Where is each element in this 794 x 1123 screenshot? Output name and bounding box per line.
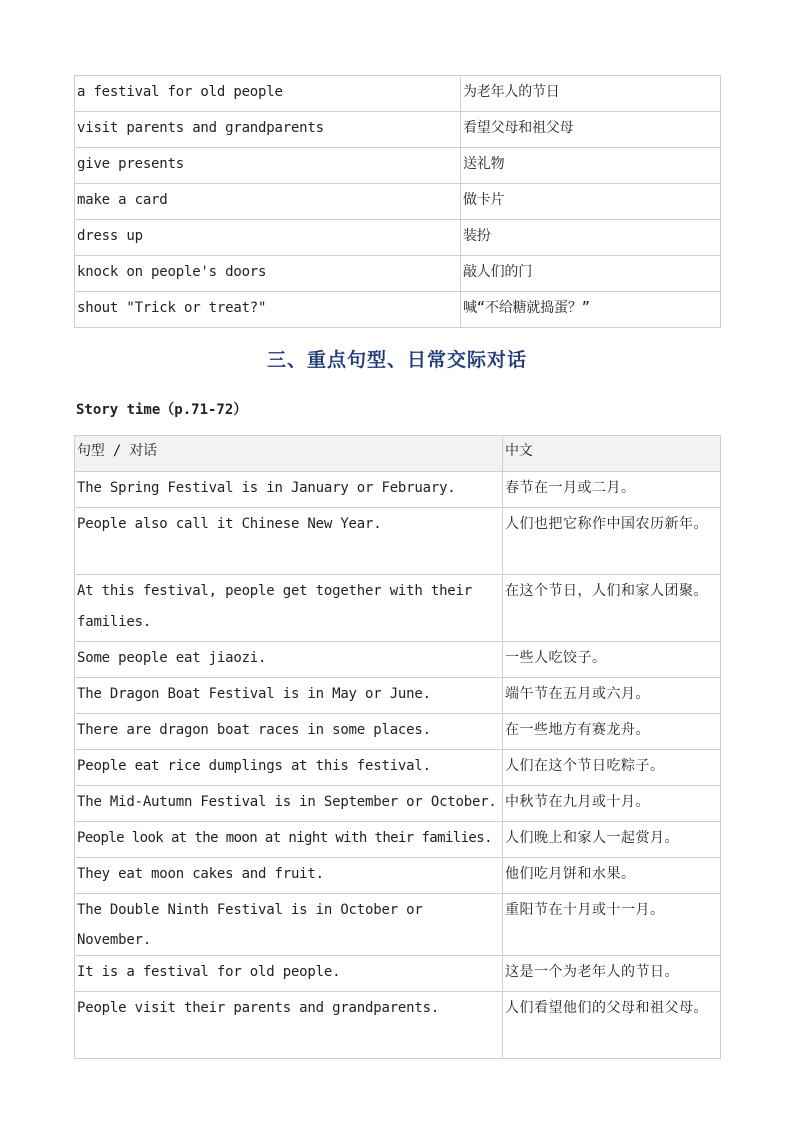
table-row	[75, 292, 721, 328]
table-row	[75, 786, 721, 822]
vocab-en: shout "Trick or treat?"	[75, 292, 461, 328]
table-row	[75, 112, 721, 148]
table-row	[75, 575, 721, 642]
sentence-cn: 端午节在五月或六月。	[503, 678, 721, 714]
sentence-cn: 春节在一月或二月。	[503, 472, 721, 508]
sentence-en: At this festival, people get together with their families.	[75, 575, 503, 642]
sentence-cn: 重阳节在十月或十一月。	[503, 894, 721, 956]
table-row	[75, 184, 721, 220]
vocab-cn: 做卡片	[461, 184, 721, 220]
table-row	[75, 508, 721, 575]
sentence-cn: 人们也把它称作中国农历新年。	[503, 508, 721, 575]
sentence-en: The Mid-Autumn Festival is in September or October.	[75, 786, 503, 822]
sentence-cn: 中秋节在九月或十月。	[503, 786, 721, 822]
sentence-en: It is a festival for old people.	[75, 956, 503, 992]
table-row	[75, 992, 721, 1059]
vocab-cn: 喊“不给糖就捣蛋？”	[461, 292, 721, 328]
table-row	[75, 472, 721, 508]
table-row	[75, 678, 721, 714]
sentence-en: Some people eat jiaozi.	[75, 642, 503, 678]
sentence-en: The Spring Festival is in January or February.	[75, 472, 503, 508]
subheading: Story time（p.71-72）	[76, 402, 248, 418]
table-row	[75, 220, 721, 256]
vocab-cn: 装扮	[461, 220, 721, 256]
table-row	[75, 714, 721, 750]
vocab-cn: 送礼物	[461, 148, 721, 184]
table-row	[75, 956, 721, 992]
section-heading: 三、重点句型、日常交际对话	[266, 349, 527, 371]
sentence-en: The Dragon Boat Festival is in May or June.	[75, 678, 503, 714]
sentence-cn: 人们看望他们的父母和祖父母。	[503, 992, 721, 1059]
sentence-cn: 人们晚上和家人一起赏月。	[503, 822, 721, 858]
sentence-cn: 在一些地方有赛龙舟。	[503, 714, 721, 750]
sentence-cn: 这是一个为老年人的节日。	[503, 956, 721, 992]
sentence-cn: 一些人吃饺子。	[503, 642, 721, 678]
sentence-en: They eat moon cakes and fruit.	[75, 858, 503, 894]
sentence-en: There are dragon boat races in some places.	[75, 714, 503, 750]
vocab-table	[74, 75, 721, 328]
table-row	[75, 894, 721, 956]
table-row	[75, 858, 721, 894]
table-header-row	[75, 436, 721, 472]
table-row	[75, 256, 721, 292]
vocab-cn: 看望父母和祖父母	[461, 112, 721, 148]
vocab-en: visit parents and grandparents	[75, 112, 461, 148]
table-row	[75, 148, 721, 184]
table-row	[75, 76, 721, 112]
sentence-en: People also call it Chinese New Year.	[75, 508, 503, 575]
sentence-cn: 人们在这个节日吃粽子。	[503, 750, 721, 786]
sentence-en: People visit their parents and grandparents.	[75, 992, 503, 1059]
vocab-cn: 敲人们的门	[461, 256, 721, 292]
sentence-cn: 他们吃月饼和水果。	[503, 858, 721, 894]
header-cn: 中文	[503, 436, 721, 472]
sentence-en: The Double Ninth Festival is in October or November.	[75, 894, 503, 956]
sentence-en: People eat rice dumplings at this festival.	[75, 750, 503, 786]
table-row	[75, 822, 721, 858]
vocab-en: a festival for old people	[75, 76, 461, 112]
vocab-en: dress up	[75, 220, 461, 256]
vocab-en: make a card	[75, 184, 461, 220]
vocab-en: knock on people's doors	[75, 256, 461, 292]
header-en: 句型 / 对话	[75, 436, 503, 472]
sentence-en: People look at the moon at night with their families.	[75, 822, 503, 858]
table-row	[75, 750, 721, 786]
sentence-cn: 在这个节日，人们和家人团聚。	[503, 575, 721, 642]
vocab-en: give presents	[75, 148, 461, 184]
table-row	[75, 642, 721, 678]
story-table	[74, 435, 721, 1059]
vocab-cn: 为老年人的节日	[461, 76, 721, 112]
